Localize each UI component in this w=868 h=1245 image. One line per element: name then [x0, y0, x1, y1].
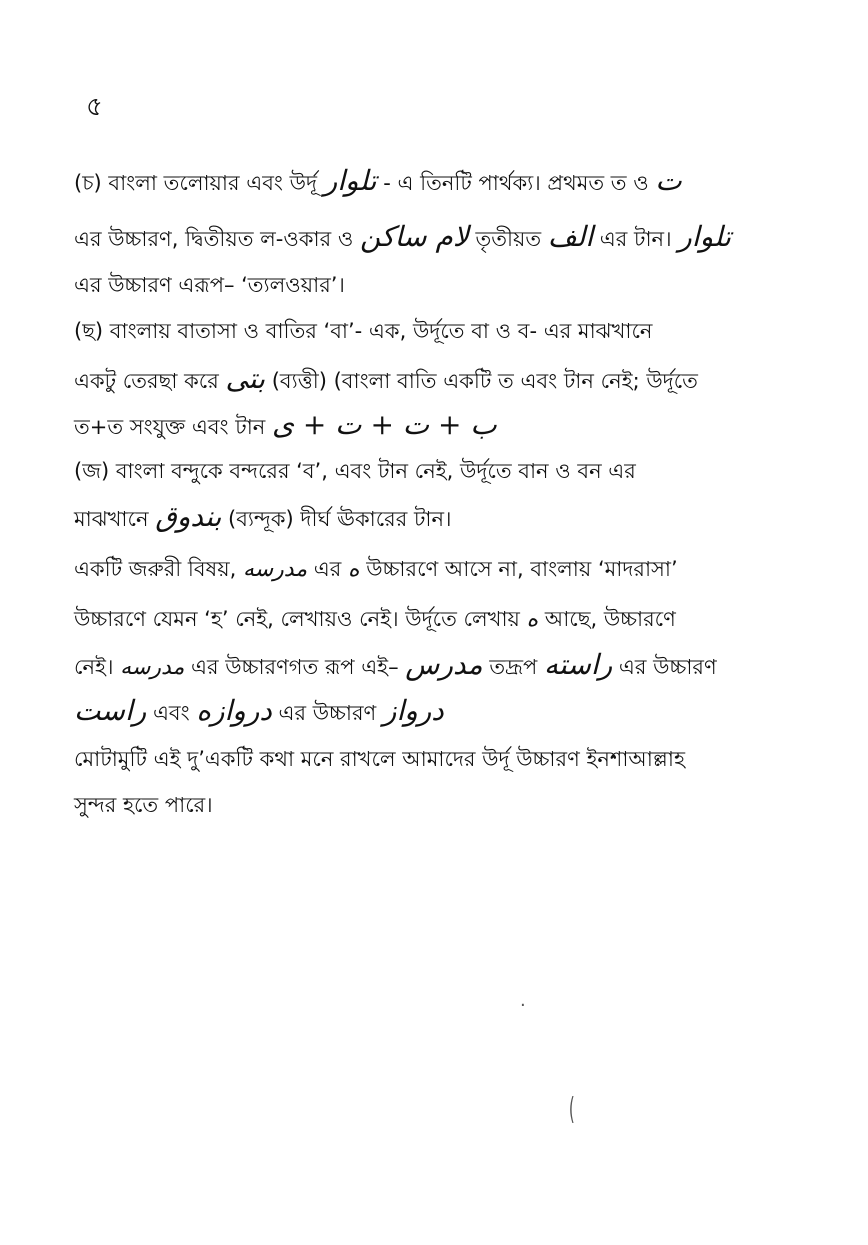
- bengali-text: তদ্রূপ: [482, 655, 544, 679]
- bengali-text: এর উচ্চারণ এরূপ– ‘ত্যলওয়ার’।: [74, 273, 345, 297]
- bengali-text: নেই।: [74, 655, 121, 679]
- urdu-word: لام ساكن: [359, 220, 469, 253]
- bengali-text: ত+ত সংযুক্ত এবং টান: [74, 415, 272, 439]
- bengali-text: আছে, উচ্চারণে: [538, 607, 676, 631]
- urdu-word: مدرسه: [242, 557, 308, 582]
- urdu-word: تلوار: [323, 164, 377, 197]
- urdu-word: راسته: [544, 648, 613, 681]
- bengali-text: (ব্যত্তী) (বাংলা বাতি একটি ত এবং টান নেই; উর্দূতে: [265, 369, 698, 393]
- bengali-text: মাঝখানে: [74, 507, 156, 531]
- bengali-text: মোটামুটি এই দু’একটি কথা মনে রাখলে আমাদের উর্দূ উচ্চারণ ইনশাআল্লাহ: [74, 747, 685, 771]
- text-line: [74, 448, 636, 494]
- urdu-word: بندوق: [155, 500, 222, 533]
- urdu-word: درواز: [382, 694, 444, 727]
- text-line: [74, 402, 497, 448]
- bengali-text: এর উচ্চারণ: [612, 655, 717, 679]
- text-line: [74, 596, 676, 642]
- urdu-word: مدرس: [405, 648, 483, 681]
- bengali-text: (চ) বাংলা তলোয়ার এবং উর্দূ: [74, 171, 324, 195]
- bengali-text: এর: [307, 557, 349, 581]
- urdu-word: راست: [74, 694, 147, 727]
- bengali-text: একটি জরুরী বিষয়,: [74, 557, 243, 581]
- urdu-word: الف: [547, 220, 594, 253]
- bengali-text: উচ্চারণে যেমন ‘হ’ নেই, লেখায়ও নেই। উর্দূতে লেখায়: [74, 607, 527, 631]
- bengali-text: এবং: [146, 701, 197, 725]
- text-line: [74, 262, 345, 308]
- urdu-word: ه: [348, 557, 360, 582]
- text-line: [74, 356, 698, 402]
- stray-dot-mark: .: [520, 990, 526, 1011]
- urdu-word: ه: [526, 607, 539, 632]
- urdu-word: مدرسه: [120, 655, 185, 680]
- urdu-word: تلوار: [678, 220, 732, 253]
- bengali-text: (ছ) বাংলায় বাতাসা ও বাতির ‘বা’- এক, উর্দূতে বা ও ব- এর মাঝখানে: [74, 319, 653, 343]
- bengali-text: (ব্যন্দূক) দীর্ঘ ঊকারের টান।: [221, 507, 452, 531]
- text-line: [74, 782, 213, 828]
- urdu-word: ت: [655, 164, 682, 197]
- bengali-text: একটু তেরছা করে: [74, 369, 226, 393]
- urdu-word: ب + ت + ت + ى: [272, 408, 497, 441]
- stray-paren-mark: (: [568, 1092, 575, 1127]
- bengali-text: (জ) বাংলা বন্দুকে বন্দরের ‘ব’, এবং টান নেই, উর্দূতে বান ও বন এর: [74, 459, 636, 483]
- text-line: [74, 494, 452, 540]
- text-line: [74, 546, 678, 592]
- text-line: [74, 308, 652, 354]
- bengali-text: এর টান।: [593, 227, 679, 251]
- bengali-text: তৃতীয়ত: [468, 227, 548, 251]
- text-line: [74, 214, 731, 260]
- urdu-word: دروازه: [196, 694, 272, 727]
- text-line: [74, 688, 444, 734]
- bengali-text: সুন্দর হতে পারে।: [74, 793, 213, 817]
- bengali-text: এর উচ্চারণ: [271, 701, 383, 725]
- bengali-text: এর উচ্চারণগত রূপ এই–: [184, 655, 406, 679]
- page-number: ৫: [86, 92, 103, 122]
- bengali-text: এর উচ্চারণ, দ্বিতীয়ত ল-ওকার ও: [74, 227, 360, 251]
- bengali-text: উচ্চারণে আসে না, বাংলায় ‘মাদরাসা’: [359, 557, 678, 581]
- urdu-word: بتى: [225, 362, 266, 395]
- text-line: [74, 642, 717, 688]
- text-line: [74, 736, 685, 782]
- bengali-text: - এ তিনটি পার্থক্য। প্রথমত ত ও: [376, 171, 656, 195]
- text-line: [74, 158, 682, 204]
